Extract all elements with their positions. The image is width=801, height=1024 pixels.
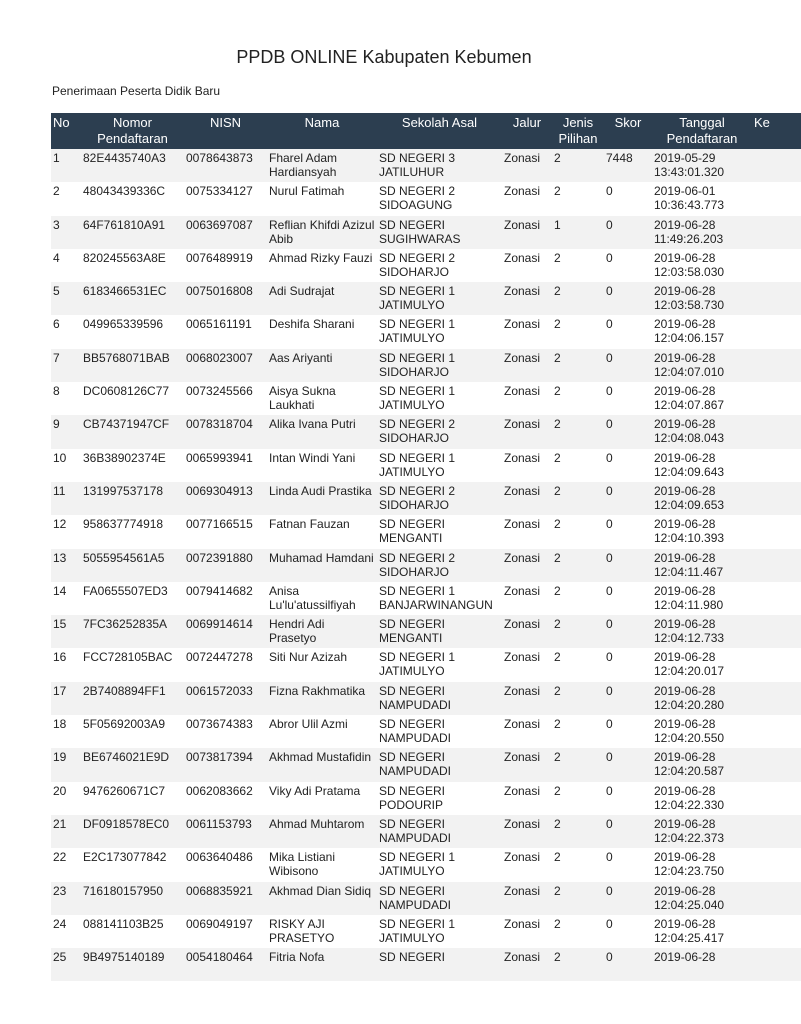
cell-no: 2 [53,184,60,199]
cell-jalur: Zonasi [504,583,541,598]
cell-skor: 0 [606,417,613,432]
cell-jenis-pilihan: 2 [554,483,561,498]
cell-nisn: 0073817394 [186,750,253,765]
cell-nisn: 0075334127 [186,184,253,199]
cell-jenis-pilihan: 2 [554,450,561,465]
cell-skor: 0 [606,483,613,498]
header-nama: Nama [304,115,340,130]
cell-nama: Mika Listiani Wibisono [269,850,336,879]
cell-sekolah-asal: SD NEGERI SUGIHWARAS [379,217,461,246]
cell-sekolah-asal: SD NEGERI 2 SIDOAGUNG [379,184,456,213]
cell-nisn: 0068023007 [186,350,253,365]
table-row [51,149,801,182]
table-row [51,715,801,748]
cell-no: 22 [53,850,67,865]
cell-nisn: 0062083662 [186,783,253,798]
cell-jalur: Zonasi [504,883,541,898]
cell-no: 8 [53,384,60,399]
cell-jenis-pilihan: 2 [554,683,561,698]
cell-nama: Aisya Sukna Laukhati [269,384,336,413]
cell-sekolah-asal: SD NEGERI NAMPUDADI [379,717,452,746]
cell-skor: 7448 [606,151,633,165]
cell-skor: 0 [606,450,613,465]
table-row [51,515,801,548]
cell-keterangan [752,748,801,781]
table-row [51,582,801,615]
cell-no: 6 [53,317,60,332]
cell-no: 16 [53,650,67,665]
cell-jenis-pilihan: 2 [554,151,561,165]
cell-sekolah-asal: SD NEGERI MENGANTI [379,517,446,546]
cell-tanggal-pendaftaran: 2019-06-28 12:04:20.280 [654,683,725,712]
table-row [51,349,801,382]
cell-jenis-pilihan: 2 [554,184,561,199]
registration-table-container [51,113,768,981]
table-row [51,249,801,282]
cell-nama: Muhamad Hamdani [269,550,374,565]
cell-skor: 0 [606,650,613,665]
cell-tanggal-pendaftaran: 2019-06-28 12:04:07.010 [654,350,725,379]
cell-skor: 0 [606,250,613,265]
cell-nama: Alika Ivana Putri [269,417,356,432]
cell-jenis-pilihan: 2 [554,417,561,432]
cell-jenis-pilihan: 2 [554,250,561,265]
page-title: PPDB ONLINE Kabupaten Kebumen [236,47,532,67]
cell-keterangan [752,782,801,815]
cell-keterangan [752,848,801,881]
cell-jenis-pilihan: 2 [554,550,561,565]
cell-sekolah-asal: SD NEGERI 1 JATIMULYO [379,850,456,879]
cell-keterangan [752,682,801,715]
cell-nama: Fitria Nofa [269,950,325,965]
cell-nama: Siti Nur Azizah [269,650,348,665]
cell-nisn: 0054180464 [186,950,253,965]
cell-tanggal-pendaftaran: 2019-06-28 11:49:26.203 [654,217,724,246]
cell-sekolah-asal: SD NEGERI 1 BANJARWINANGUN [379,583,493,612]
cell-keterangan [752,515,801,548]
table-row [51,815,801,848]
cell-jalur: Zonasi [504,384,541,399]
cell-nama: Fharel Adam Hardiansyah [269,151,338,179]
cell-jalur: Zonasi [504,617,541,632]
cell-keterangan [752,216,801,249]
cell-skor: 0 [606,350,613,365]
cell-tanggal-pendaftaran: 2019-06-28 12:04:25.040 [654,883,725,912]
cell-no: 3 [53,217,60,232]
cell-keterangan [752,349,801,382]
cell-keterangan [752,182,801,215]
table-row [51,648,801,681]
table-row [51,915,801,948]
table-row [51,848,801,881]
cell-tanggal-pendaftaran: 2019-06-28 12:04:25.417 [654,916,725,945]
cell-keterangan [752,315,801,348]
cell-no: 20 [53,783,67,798]
header-nomor-pendaftaran: Nomor Pendaftaran [97,115,168,146]
cell-nomor-pendaftaran: DC0608126C77 [83,384,170,399]
cell-tanggal-pendaftaran: 2019-06-28 12:04:12.733 [654,617,725,646]
cell-jenis-pilihan: 2 [554,783,561,798]
cell-jalur: Zonasi [504,184,541,199]
cell-sekolah-asal: SD NEGERI 1 JATIMULYO [379,450,456,479]
cell-nisn: 0079414682 [186,583,253,598]
cell-keterangan [752,882,801,915]
header-keterangan: Ke [754,115,770,130]
cell-skor: 0 [606,550,613,565]
cell-jenis-pilihan: 1 [554,217,561,232]
cell-jenis-pilihan: 2 [554,750,561,765]
cell-nisn: 0077166515 [186,517,253,532]
cell-jenis-pilihan: 2 [554,384,561,399]
cell-skor: 0 [606,517,613,532]
cell-skor: 0 [606,683,613,698]
cell-skor: 0 [606,883,613,898]
cell-nisn: 0063640486 [186,850,253,865]
cell-sekolah-asal: SD NEGERI NAMPUDADI [379,883,452,912]
cell-tanggal-pendaftaran: 2019-06-28 12:04:09.653 [654,483,725,512]
table-row [51,449,801,482]
page-subtitle: Penerimaan Peserta Didik Baru [52,84,221,98]
cell-jalur: Zonasi [504,417,541,432]
cell-keterangan [752,582,801,615]
cell-nama: Deshifa Sharani [269,317,355,332]
cell-nomor-pendaftaran: BB5768071BAB [83,350,170,365]
cell-nisn: 0061153793 [186,816,252,831]
cell-sekolah-asal: SD NEGERI NAMPUDADI [379,750,452,779]
cell-no: 17 [53,683,67,698]
cell-skor: 0 [606,750,613,765]
cell-nomor-pendaftaran: 64F761810A91 [83,217,166,232]
cell-skor: 0 [606,284,613,299]
cell-jalur: Zonasi [504,816,541,831]
cell-keterangan [752,449,801,482]
cell-nisn: 0073245566 [186,384,253,399]
cell-jenis-pilihan: 2 [554,317,561,332]
cell-jalur: Zonasi [504,950,541,965]
cell-no: 13 [53,550,67,565]
cell-tanggal-pendaftaran: 2019-06-28 12:04:22.373 [654,816,725,845]
cell-keterangan [752,415,801,448]
cell-no: 11 [53,483,66,498]
cell-nisn: 0069049197 [186,916,253,931]
cell-nomor-pendaftaran: 049965339596 [83,317,164,332]
cell-nama: Fizna Rakhmatika [269,683,366,698]
cell-no: 23 [53,883,67,898]
cell-jalur: Zonasi [504,250,541,265]
cell-nomor-pendaftaran: 958637774918 [83,517,164,532]
cell-sekolah-asal: SD NEGERI 2 SIDOHARJO [379,483,456,512]
cell-nama: Anisa Lu'lu'atussilfiyah [269,583,356,612]
cell-no: 1 [53,151,60,165]
cell-jalur: Zonasi [504,284,541,299]
cell-nama: Akhmad Mustafidin [269,750,372,765]
cell-nomor-pendaftaran: 5F05692003A9 [83,717,166,732]
cell-no: 19 [53,750,67,765]
table-row [51,282,801,315]
table-row [51,682,801,715]
cell-no: 4 [53,250,60,265]
cell-nisn: 0075016808 [186,284,253,299]
cell-sekolah-asal: SD NEGERI 2 SIDOHARJO [379,250,456,279]
cell-keterangan [752,149,801,182]
cell-tanggal-pendaftaran: 2019-06-28 12:04:10.393 [654,517,725,546]
cell-skor: 0 [606,850,613,865]
cell-jalur: Zonasi [504,916,541,931]
cell-jalur: Zonasi [504,850,541,865]
cell-nisn: 0078643873 [186,151,253,165]
cell-tanggal-pendaftaran: 2019-05-29 13:43:01.320 [654,151,725,179]
cell-jalur: Zonasi [504,350,541,365]
cell-nama: Intan Windi Yani [269,450,356,465]
cell-jenis-pilihan: 2 [554,650,561,665]
cell-tanggal-pendaftaran: 2019-06-28 12:04:09.643 [654,450,725,479]
cell-jenis-pilihan: 2 [554,717,561,732]
cell-nisn: 0065161191 [186,317,252,332]
cell-skor: 0 [606,617,613,632]
cell-nisn: 0068835921 [186,883,253,898]
cell-tanggal-pendaftaran: 2019-06-28 [654,950,716,965]
cell-sekolah-asal: SD NEGERI 1 JATIMULYO [379,916,456,945]
header-jenis-pilihan: Jenis Pilihan [558,115,598,146]
header-nisn: NISN [209,115,242,130]
cell-jalur: Zonasi [504,650,541,665]
table-row [51,216,801,249]
cell-skor: 0 [606,184,613,199]
cell-sekolah-asal: SD NEGERI [379,950,446,965]
cell-no: 14 [53,583,67,598]
cell-keterangan [752,549,801,582]
cell-jenis-pilihan: 2 [554,850,561,865]
cell-nomor-pendaftaran: 6183466531EC [83,284,167,299]
cell-jenis-pilihan: 2 [554,883,561,898]
table-row [51,315,801,348]
cell-nomor-pendaftaran: 088141103B25 [83,916,164,931]
cell-nama: Viky Adi Pratama [269,783,361,798]
cell-jalur: Zonasi [504,683,541,698]
cell-jalur: Zonasi [504,151,541,165]
cell-nomor-pendaftaran: 82E4435740A3 [83,151,166,165]
cell-nomor-pendaftaran: BE6746021E9D [83,750,170,765]
cell-keterangan [752,648,801,681]
cell-keterangan [752,615,801,648]
cell-nisn: 0063697087 [186,217,253,232]
cell-nama: Abror Ulil Azmi [269,717,348,732]
cell-no: 12 [53,517,67,532]
cell-jalur: Zonasi [504,550,541,565]
cell-nomor-pendaftaran: 7FC36252835A [83,617,168,632]
cell-sekolah-asal: SD NEGERI 1 JATIMULYO [379,650,456,679]
cell-nama: Akhmad Dian Sidiq [269,883,372,898]
table-row [51,549,801,582]
cell-skor: 0 [606,783,613,798]
header-jalur: Jalur [512,115,542,130]
table-row [51,615,801,648]
cell-nama: Aas Ariyanti [269,350,333,365]
cell-nisn: 0078318704 [186,417,253,432]
cell-skor: 0 [606,916,613,931]
header-no: No [53,115,70,130]
table-row [51,948,801,981]
cell-jenis-pilihan: 2 [554,284,561,299]
cell-jalur: Zonasi [504,517,541,532]
cell-jenis-pilihan: 2 [554,816,561,831]
cell-nisn: 0069304913 [186,483,253,498]
cell-jenis-pilihan: 2 [554,916,561,931]
cell-sekolah-asal: SD NEGERI MENGANTI [379,617,446,646]
cell-nomor-pendaftaran: E2C173077842 [83,850,167,865]
table-row [51,882,801,915]
cell-skor: 0 [606,217,613,232]
cell-nama: RISKY AJI PRASETYO [269,916,335,945]
cell-tanggal-pendaftaran: 2019-06-28 12:04:22.330 [654,783,725,812]
cell-tanggal-pendaftaran: 2019-06-28 12:04:11.980 [654,583,724,612]
cell-tanggal-pendaftaran: 2019-06-28 12:04:08.043 [654,417,725,446]
cell-keterangan [752,249,801,282]
cell-sekolah-asal: SD NEGERI NAMPUDADI [379,816,452,845]
cell-no: 15 [53,617,67,632]
cell-jalur: Zonasi [504,783,541,798]
cell-tanggal-pendaftaran: 2019-06-01 10:36:43.773 [654,184,725,213]
cell-jenis-pilihan: 2 [554,617,561,632]
cell-nomor-pendaftaran: CB74371947CF [83,417,170,432]
cell-no: 18 [53,717,67,732]
cell-no: 5 [53,284,60,299]
cell-tanggal-pendaftaran: 2019-06-28 12:04:11.467 [654,550,724,579]
cell-sekolah-asal: SD NEGERI 3 JATILUHUR [379,151,456,179]
cell-skor: 0 [606,950,613,965]
table-header-row [51,113,801,149]
cell-nomor-pendaftaran: 36B38902374E [83,450,166,465]
cell-keterangan [752,715,801,748]
table-body [51,149,801,981]
cell-tanggal-pendaftaran: 2019-06-28 12:04:23.750 [654,850,725,879]
cell-sekolah-asal: SD NEGERI 1 SIDOHARJO [379,350,456,379]
cell-jalur: Zonasi [504,717,541,732]
cell-jenis-pilihan: 2 [554,583,561,598]
cell-nama: Ahmad Muhtarom [269,816,365,831]
cell-tanggal-pendaftaran: 2019-06-28 12:04:20.550 [654,717,725,746]
cell-nomor-pendaftaran: 820245563A8E [83,250,166,265]
cell-skor: 0 [606,384,613,399]
cell-sekolah-asal: SD NEGERI 2 SIDOHARJO [379,550,456,579]
header-tanggal-pendaftaran: Tanggal Pendaftaran [666,115,738,146]
cell-keterangan [752,815,801,848]
cell-keterangan [752,948,801,981]
cell-nama: Hendri Adi Prasetyo [269,617,325,646]
cell-jalur: Zonasi [504,483,541,498]
cell-tanggal-pendaftaran: 2019-06-28 12:03:58.030 [654,250,725,279]
cell-sekolah-asal: SD NEGERI 2 SIDOHARJO [379,417,456,446]
cell-nomor-pendaftaran: 2B7408894FF1 [83,683,166,698]
table-row [51,748,801,781]
cell-nisn: 0069914614 [186,617,253,632]
cell-nama: Linda Audi Prastika [269,483,372,498]
cell-sekolah-asal: SD NEGERI 1 JATIMULYO [379,284,456,313]
cell-nisn: 0072447278 [186,650,253,665]
cell-jalur: Zonasi [504,317,541,332]
cell-jalur: Zonasi [504,750,541,765]
cell-nisn: 0072391880 [186,550,253,565]
table-row [51,782,801,815]
cell-keterangan [752,915,801,948]
cell-nomor-pendaftaran: 131997537178 [83,483,164,498]
registration-table [51,113,801,981]
cell-tanggal-pendaftaran: 2019-06-28 12:04:20.017 [654,650,725,679]
cell-no: 25 [53,950,67,965]
cell-skor: 0 [606,816,613,831]
cell-keterangan [752,282,801,315]
cell-no: 21 [53,816,67,831]
cell-nomor-pendaftaran: 5055954561A5 [83,550,165,565]
table-row [51,482,801,515]
cell-skor: 0 [606,317,613,332]
cell-nisn: 0061572033 [186,683,253,698]
cell-jenis-pilihan: 2 [554,950,561,965]
table-row [51,182,801,215]
cell-keterangan [752,382,801,415]
cell-no: 7 [53,350,60,365]
cell-jenis-pilihan: 2 [554,517,561,532]
cell-nama: Nurul Fatimah [269,184,345,199]
cell-sekolah-asal: SD NEGERI 1 JATIMULYO [379,317,456,346]
cell-jalur: Zonasi [504,217,541,232]
cell-tanggal-pendaftaran: 2019-06-28 12:04:07.867 [654,384,725,413]
cell-tanggal-pendaftaran: 2019-06-28 12:04:20.587 [654,750,725,779]
header-skor: Skor [614,115,642,130]
cell-nomor-pendaftaran: FCC728105BAC [83,650,173,665]
cell-skor: 0 [606,717,613,732]
table-row [51,415,801,448]
cell-skor: 0 [606,583,613,598]
cell-nama: Ahmad Rizky Fauzi [269,250,373,265]
cell-nama: Fatnan Fauzan [269,517,350,532]
cell-no: 10 [53,450,67,465]
cell-jenis-pilihan: 2 [554,350,561,365]
cell-sekolah-asal: SD NEGERI 1 JATIMULYO [379,384,456,413]
cell-nama: Adi Sudrajat [269,284,335,299]
cell-nomor-pendaftaran: 9476260671C7 [83,783,166,798]
cell-no: 24 [53,916,67,931]
cell-no: 9 [53,417,60,432]
cell-nomor-pendaftaran: FA0655507ED3 [83,583,168,598]
cell-sekolah-asal: SD NEGERI NAMPUDADI [379,683,452,712]
cell-nisn: 0073674383 [186,717,253,732]
cell-jalur: Zonasi [504,450,541,465]
cell-nomor-pendaftaran: DF0918578EC0 [83,816,170,831]
cell-nama: Reflian Khifdi Azizul Abib [269,217,375,246]
cell-nomor-pendaftaran: 48043439336C [83,184,166,199]
cell-tanggal-pendaftaran: 2019-06-28 12:04:06.157 [654,317,725,346]
cell-tanggal-pendaftaran: 2019-06-28 12:03:58.730 [654,284,725,313]
cell-nisn: 0076489919 [186,250,253,265]
table-row [51,382,801,415]
cell-keterangan [752,482,801,515]
cell-sekolah-asal: SD NEGERI PODOURIP [379,783,446,812]
header-sekolah-asal: Sekolah Asal [401,115,478,130]
cell-nomor-pendaftaran: 9B4975140189 [83,950,165,965]
cell-nisn: 0065993941 [186,450,253,465]
cell-nomor-pendaftaran: 716180157950 [83,883,164,898]
